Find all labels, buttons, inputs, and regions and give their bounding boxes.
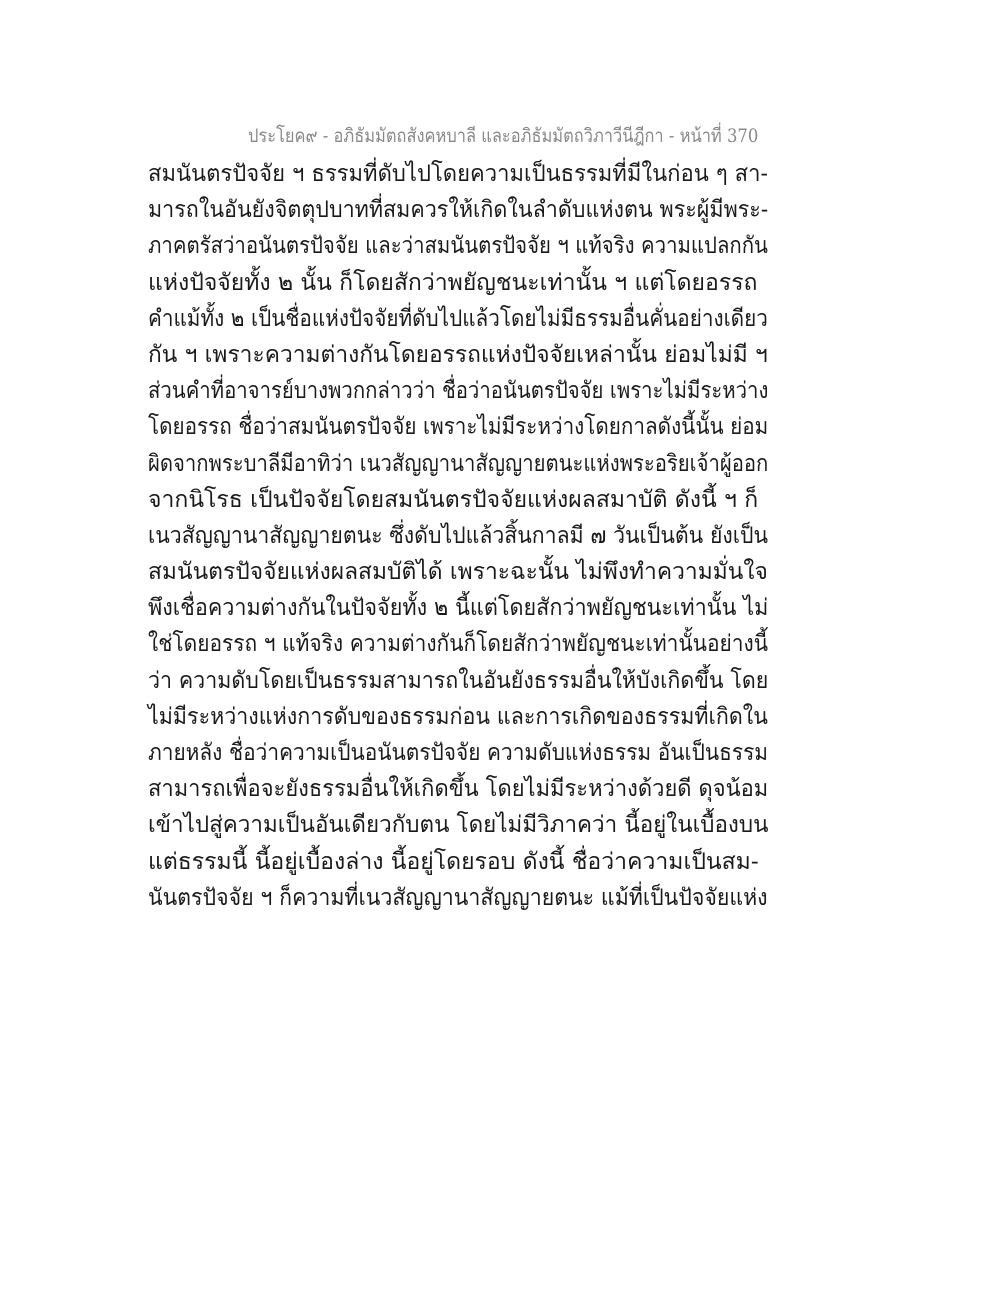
running-header: ประโยค๙ - อภิธัมมัตถสังคหบาลี และอภิธัมมัตถวิภาวีนีฎีกา - หน้าที่ 370 xyxy=(248,125,759,147)
text-line: เข้าไปสู่ความเป็นอันเดียวกับตน โดยไม่มีวิภาคว่า นี้อยู่ในเบื้องบน xyxy=(148,812,769,839)
text-line: คำแม้ทั้ง ๒ เป็นชื่อแห่งปัจจัยที่ดับไปแล้วโดยไม่มีธรรมอื่นคั่นอย่างเดียว xyxy=(148,305,768,332)
text-line: โดยอรรถ ชื่อว่าสมนันตรปัจจัย เพราะไม่มีระหว่างโดยกาลดังนี้นั้น ย่อม xyxy=(148,414,769,441)
text-line: สามารถเพื่อจะยังธรรมอื่นให้เกิดขึ้น โดยไม่มีระหว่างด้วยดี ดุจน้อม xyxy=(148,776,769,803)
text-line: แต่ธรรมนี้ นี้อยู่เบื้องล่าง นี้อยู่โดยรอบ ดังนี้ ชื่อว่าความเป็นสม- xyxy=(148,848,759,875)
body-text xyxy=(148,156,768,916)
text-line: ส่วนคำที่อาจารย์บางพวกกล่าวว่า ชื่อว่าอนันตรปัจจัย เพราะไม่มีระหว่าง xyxy=(148,378,769,405)
text-line: กัน ฯ เพราะความต่างกันโดยอรรถแห่งปัจจัยเหล่านั้น ย่อมไม่มี ฯ xyxy=(148,341,768,368)
text-line: ใช่โดยอรรถ ฯ แท้จริง ความต่างกันก็โดยสักว่าพยัญชนะเท่านั้นอย่างนี้ xyxy=(148,631,769,658)
text-line: สมนันตรปัจจัย ฯ ธรรมที่ดับไปโดยความเป็นธรรมที่มีในก่อน ๆ สา- xyxy=(148,161,768,187)
text-line: จากนิโรธ เป็นปัจจัยโดยสมนันตรปัจจัยแห่งผลสมาบัติ ดังนี้ ฯ ก็ xyxy=(148,486,759,513)
text-line: เนวสัญญานาสัญญายตนะ ซึ่งดับไปแล้วสิ้นกาลมี ๗ วันเป็นต้น ยังเป็น xyxy=(148,522,769,549)
text-line: ผิดจากพระบาลีมีอาทิว่า เนวสัญญานาสัญญายตนะแห่งพระอริยเจ้าผู้ออก xyxy=(148,450,769,477)
text-line: ว่า ความดับโดยเป็นธรรมสามารถในอันยังธรรมอื่นให้บังเกิดขึ้น โดย xyxy=(148,667,769,694)
text-line: สมนันตรปัจจัยแห่งผลสมบัติได้ เพราะฉะนั้น ไม่พึงทำความมั่นใจ xyxy=(148,559,768,586)
text-line: ภาคตรัสว่าอนันตรปัจจัย และว่าสมนันตรปัจจัย ฯ แท้จริง ความแปลกกัน xyxy=(148,233,768,260)
text-line: ภายหลัง ชื่อว่าความเป็นอนันตรปัจจัย ความดับแห่งธรรม อันเป็นธรรม xyxy=(148,740,769,766)
text-line: แห่งปัจจัยทั้ง ๒ นั้น ก็โดยสักว่าพยัญชนะเท่านั้น ฯ แต่โดยอรรถ xyxy=(148,269,758,296)
text-line: ไม่มีระหว่างแห่งการดับของธรรมก่อน และการเกิดของธรรมที่เกิดใน xyxy=(148,703,768,730)
text-line: นันตรปัจจัย ฯ ก็ความที่เนวสัญญานาสัญญายตนะ แม้ที่เป็นปัจจัยแห่ง xyxy=(148,884,768,911)
text-line: พึงเชื่อความต่างกันในปัจจัยทั้ง ๒ นี้แต่โดยสักว่าพยัญชนะเท่านั้น ไม่ xyxy=(148,595,769,622)
text-line: มารถในอันยังจิตตุปบาทที่สมควรให้เกิดในลำดับแห่งตน พระผู้มีพระ- xyxy=(148,197,769,224)
